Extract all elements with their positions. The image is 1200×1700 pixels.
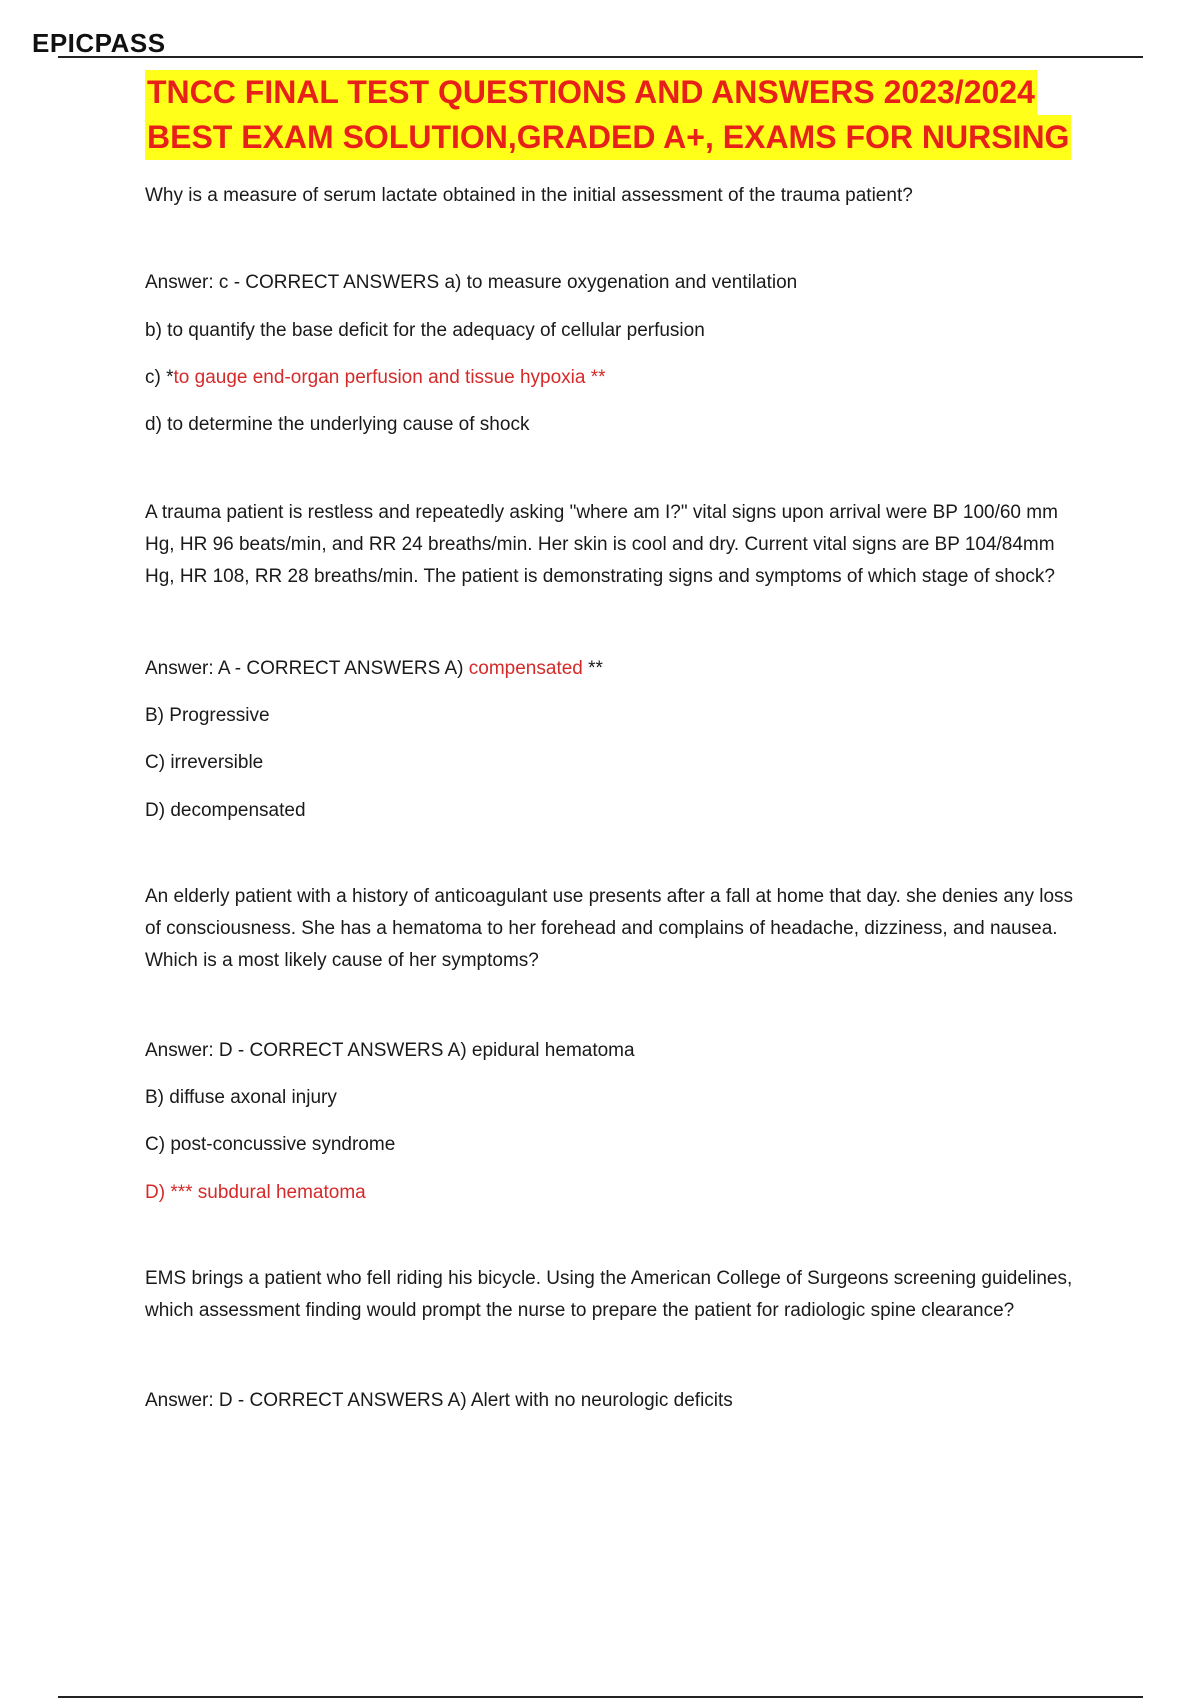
q3-answer: Answer: D - CORRECT ANSWERS A) epidural hematoma	[145, 1040, 635, 1061]
q1-option-b: b) to quantify the base deficit for the adequacy of cellular perfusion	[145, 320, 705, 341]
q2-option-b: B) Progressive	[145, 705, 270, 726]
q4-answer: Answer: D - CORRECT ANSWERS A) Alert with no neurologic deficits	[145, 1390, 733, 1411]
q1-answer: Answer: c - CORRECT ANSWERS a) to measure oxygenation and ventilation	[145, 272, 798, 293]
q3-option-d-correct: D) *** subdural hematoma	[145, 1182, 366, 1203]
q1-option-c	[145, 366, 1085, 390]
q2-question: A trauma patient is restless and repeatedly asking "where am I?" vital signs upon arrival were BP 100/60 mm Hg, HR 96 beats/min, and RR 24 breaths/min. Her skin is cool and dry. Current vital signs are BP 104/84mm Hg, HR 108, RR 28 breaths/min. The patient is demonstrating signs and symptoms of which stage of shock?	[145, 502, 1058, 587]
q1-question: Why is a measure of serum lactate obtained in the initial assessment of the trauma patient?	[145, 185, 913, 206]
document-title	[145, 70, 1085, 160]
q1-option-d: d) to determine the underlying cause of shock	[145, 414, 530, 435]
q3-option-c: C) post-concussive syndrome	[145, 1134, 396, 1155]
title-line-1: TNCC FINAL TEST QUESTIONS AND ANSWERS 2023/2024	[145, 70, 1037, 115]
q2-answer	[145, 657, 1085, 681]
q1-option-c-correct: to gauge end-organ perfusion and tissue hypoxia **	[173, 367, 606, 388]
q2-option-d: D) decompensated	[145, 800, 306, 821]
header-divider	[58, 56, 1143, 58]
document-body	[145, 70, 1085, 1413]
q1-option-c-prefix: c) *	[145, 367, 174, 388]
q2-answer-prefix: Answer: A - CORRECT ANSWERS A)	[145, 658, 469, 679]
q2-answer-correct: compensated	[468, 658, 583, 679]
q2-option-c: C) irreversible	[145, 752, 264, 773]
q3-question: An elderly patient with a history of anticoagulant use presents after a fall at home that day. she denies any loss of consciousness. She has a hematoma to her forehead and complains of headache, dizziness, and nausea. Which is a most likely cause of her symptoms?	[145, 886, 1074, 971]
header-brand: EPICPASS	[32, 28, 166, 58]
footer-divider	[58, 1696, 1143, 1698]
q3-option-b: B) diffuse axonal injury	[145, 1087, 337, 1108]
q2-answer-suffix: **	[582, 658, 603, 679]
title-line-2: BEST EXAM SOLUTION,GRADED A+, EXAMS FOR NURSING	[145, 115, 1071, 160]
q4-question: EMS brings a patient who fell riding his bicycle. Using the American College of Surgeons screening guidelines, which assessment finding would prompt the nurse to prepare the patient for radiologic spine clearance?	[145, 1268, 1073, 1321]
